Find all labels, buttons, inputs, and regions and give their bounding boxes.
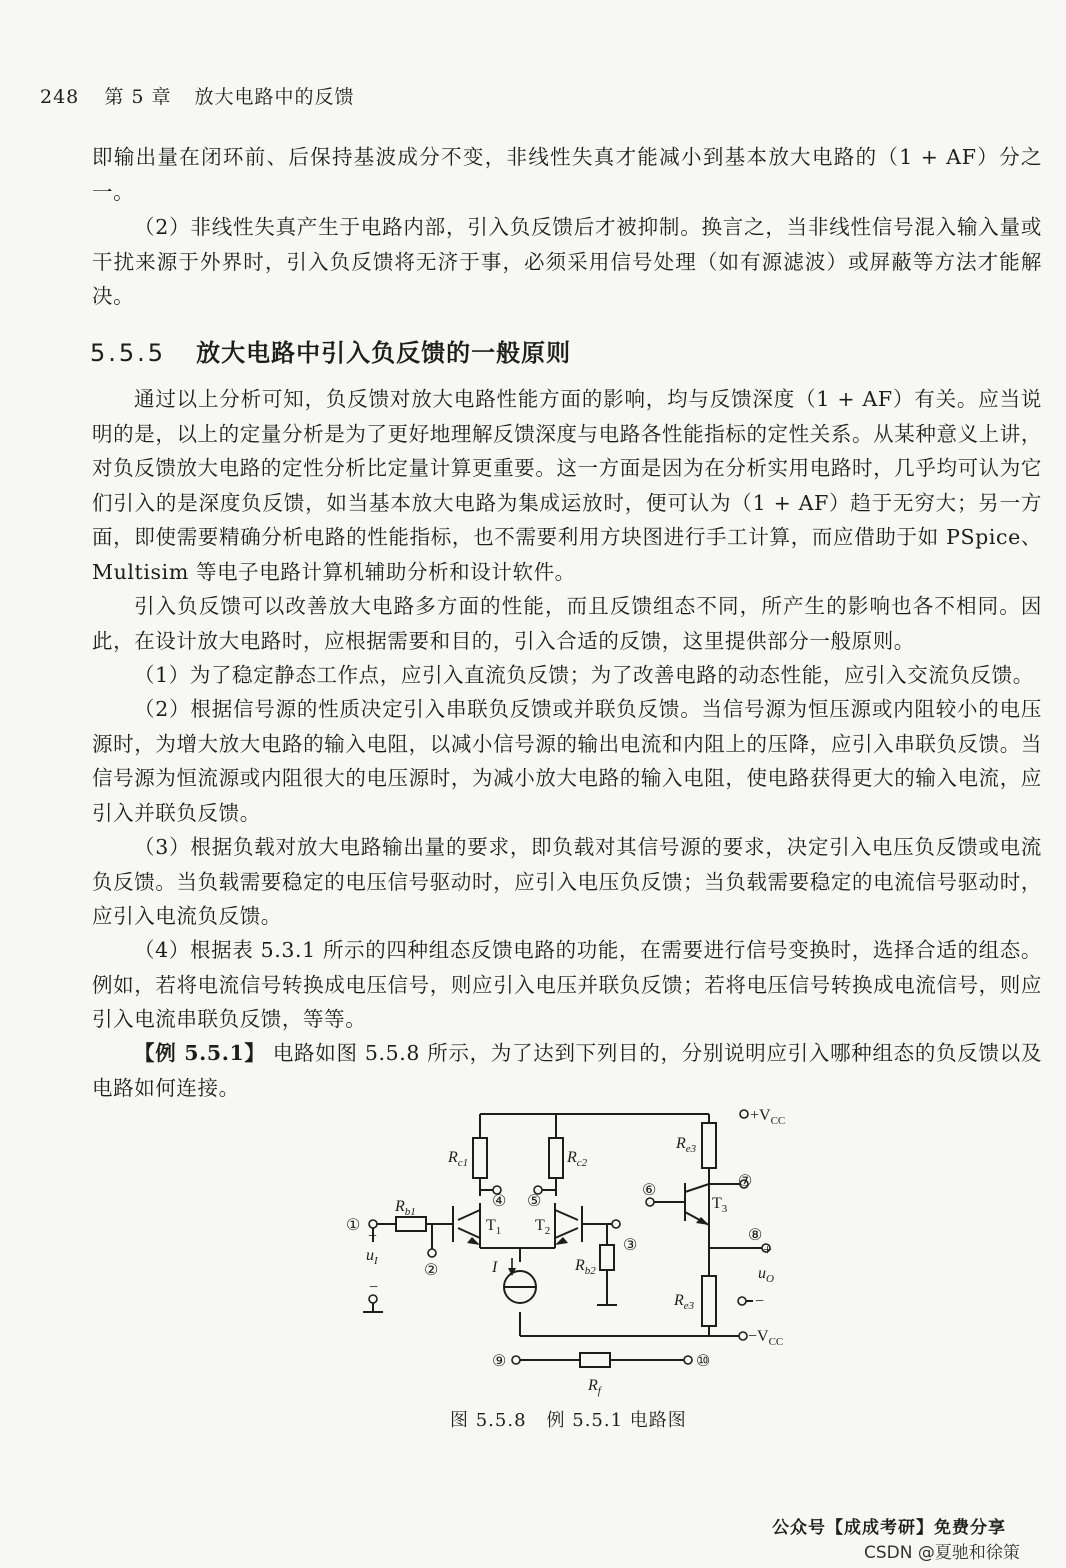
figure-caption-text: 例 5.5.1 电路图 xyxy=(546,1410,687,1431)
principle-3: （3）根据负载对放大电路输出量的要求，即负载对其信号源的要求，决定引入电压负反馈或电流负反馈。当负载需要稳定的电压信号驱动时，应引入电压负反馈；当负载需要稳定的电流信号驱动时，应引入电流负反馈。 xyxy=(92,835,1042,929)
figure-caption xyxy=(450,1406,687,1432)
t2-subscript: 2 xyxy=(544,1225,551,1237)
rc1-subscript: c1 xyxy=(457,1157,469,1169)
rf-resistor xyxy=(580,1353,610,1367)
svg-text:uO xyxy=(758,1265,774,1285)
example-label: 【例 5.5.1】 xyxy=(134,1041,266,1065)
rc2-resistor xyxy=(549,1138,563,1178)
chapter-number: 第 5 章 xyxy=(104,86,172,108)
svg-text:T1 xyxy=(486,1217,501,1237)
node-2: ② xyxy=(424,1262,439,1279)
re3-top-subscript: e3 xyxy=(685,1143,697,1155)
t1-label: T xyxy=(486,1217,496,1234)
rb1-subscript: b1 xyxy=(404,1206,416,1218)
node-8: ⑧ xyxy=(748,1227,763,1244)
paragraph-nonlinear-distortion: （2）非线性失真产生于电路内部，引入负反馈后才被抑制。换言之，当非线性信号混入输入量或干扰来源于外界时，引入负反馈将无济于事，必须采用信号处理（如有源滤波）或屏蔽等方法才能解决。 xyxy=(92,215,1042,309)
current-label: I xyxy=(492,1259,498,1276)
output-minus: − xyxy=(755,1293,765,1310)
principle-2: （2）根据信号源的性质决定引入串联负反馈或并联负反馈。当信号源为恒压源或内阻较小的电压源时，为增大放大电路的输入电阻，以减小信号源的输出电流和内阻上的压降，应引入串联负反馈。当信号源为恒流源或内阻很大的电压源时，为减小放大电路的输入电阻，使电路获得更大的输入电流，应引入并联负反馈。 xyxy=(92,697,1042,825)
node-1: ① xyxy=(346,1217,361,1234)
csdn-watermark: CSDN @夏驰和徐策 xyxy=(864,1543,1020,1563)
rb1-label: R xyxy=(395,1198,405,1215)
t3-label: T xyxy=(712,1195,722,1212)
re3-top-label: R xyxy=(676,1135,686,1152)
rc1-resistor xyxy=(473,1138,487,1178)
page-number: 248 xyxy=(40,86,80,108)
re3-bottom-resistor xyxy=(702,1276,716,1326)
svg-text:+VCC xyxy=(750,1107,785,1127)
rb1-resistor xyxy=(396,1217,426,1231)
figure-number: 图 5.5.8 xyxy=(450,1410,527,1431)
svg-text:uI xyxy=(366,1247,379,1267)
vcc-label: +V xyxy=(750,1107,771,1124)
section-heading xyxy=(90,333,571,368)
rf-subscript: f xyxy=(597,1385,601,1397)
section-title: 放大电路中引入负反馈的一般原则 xyxy=(196,338,572,367)
input-minus: − xyxy=(369,1279,379,1296)
svg-text:Rb1 xyxy=(394,1198,416,1218)
section-number: 5.5.5 xyxy=(90,339,167,367)
node-9: ⑨ xyxy=(492,1353,507,1370)
svg-text:Rc1 xyxy=(447,1149,468,1169)
re3-bottom-label: R xyxy=(674,1292,684,1309)
example-paragraph xyxy=(92,1036,1042,1105)
svg-text:T2 xyxy=(535,1217,550,1237)
principle-1: （1）为了稳定静态工作点，应引入直流负反馈；为了改善电路的动态性能，应引入交流负反馈。 xyxy=(134,663,1034,687)
t1-subscript: 1 xyxy=(495,1225,502,1237)
page-header xyxy=(40,82,355,109)
node-6: ⑥ xyxy=(642,1182,657,1199)
grounds xyxy=(363,1301,753,1312)
transistor-arrows xyxy=(467,1217,709,1245)
rc2-subscript: c2 xyxy=(576,1157,588,1169)
output-plus: + xyxy=(763,1242,773,1259)
re3-top-resistor xyxy=(702,1123,716,1168)
ui-subscript: I xyxy=(374,1255,378,1267)
rf-label: R xyxy=(588,1377,598,1394)
node-4: ④ xyxy=(492,1193,507,1210)
svg-text:−VCC xyxy=(748,1328,783,1348)
svg-text:Re3 xyxy=(673,1292,695,1312)
input-plus: + xyxy=(368,1228,378,1245)
chapter-title: 放大电路中的反馈 xyxy=(194,86,355,108)
svg-text:Re3 xyxy=(675,1135,697,1155)
example-text: 电路如图 5.5.8 所示，为了达到下列目的，分别说明应引入哪种组态的负反馈以及电路如何连接。 xyxy=(92,1041,1042,1100)
rb2-label: R xyxy=(575,1257,585,1274)
current-source xyxy=(504,1258,536,1303)
ui-label: u xyxy=(366,1247,374,1264)
rb2-resistor xyxy=(600,1245,614,1270)
circuit-labels xyxy=(346,1107,785,1397)
principle-4: （4）根据表 5.3.1 所示的四种组态反馈电路的功能，在需要进行信号变换时，选择合适的组态。例如，若将电流信号转换成电压信号，则应引入电压并联负反馈；若将电压信号转换成电流信号，则应引入电流串联负反馈，等等。 xyxy=(92,938,1042,1032)
node-3: ③ xyxy=(623,1237,638,1254)
rc1-label: R xyxy=(448,1149,458,1166)
svg-text:T3 xyxy=(712,1195,728,1215)
svg-text:Rc2 xyxy=(566,1149,588,1169)
rb2-subscript: b2 xyxy=(584,1265,596,1277)
vcc-subscript: CC xyxy=(770,1115,786,1127)
vee-label: −V xyxy=(748,1328,769,1345)
node-7: ⑦ xyxy=(738,1173,753,1190)
share-watermark: 公众号【成成考研】免费分享 xyxy=(772,1518,1006,1538)
body-paragraph-1: 通过以上分析可知，负反馈对放大电路性能方面的影响，均与反馈深度（1 + AF）有关。应当说明的是，以上的定量分析是为了更好地理解反馈深度与电路各性能指标的定性关系。从某种意义上讲，对负反馈放大电路的定性分析比定量计算更重要。这一方面是因为在分析实用电路时，几乎均可认为它们引入的是深度负反馈，如当基本放大电路为集成运放时，便可认为（1 + AF）趋于无穷大；另一方面，即使需要精确分析电路的性能指标，也不需要利用方块图进行手工计算，而应借助于如 PSpice、Multisim 等电子电路计算机辅助分析和设计软件。 xyxy=(92,387,1042,584)
uo-label: u xyxy=(758,1265,766,1282)
svg-text:Rf xyxy=(587,1377,603,1397)
uo-subscript: O xyxy=(766,1273,774,1285)
re3-bottom-subscript: e3 xyxy=(683,1300,695,1312)
paragraph-continued: 即输出量在闭环前、后保持基波成分不变，非线性失真才能减小到基本放大电路的（1 + AF）分之一。 xyxy=(92,145,1042,204)
vee-subscript: CC xyxy=(768,1336,784,1348)
node-10: ⑩ xyxy=(696,1353,711,1370)
circuit-diagram xyxy=(330,1100,800,1400)
svg-text:Rb2 xyxy=(574,1257,596,1277)
body-paragraph-2: 引入负反馈可以改善放大电路多方面的性能，而且反馈组态不同，所产生的影响也各不相同。因此，在设计放大电路时，应根据需要和目的，引入合适的反馈，这里提供部分一般原则。 xyxy=(92,594,1042,653)
rc2-label: R xyxy=(567,1149,577,1166)
node-5: ⑤ xyxy=(527,1193,542,1210)
t2-label: T xyxy=(535,1217,545,1234)
t3-subscript: 3 xyxy=(721,1203,728,1215)
